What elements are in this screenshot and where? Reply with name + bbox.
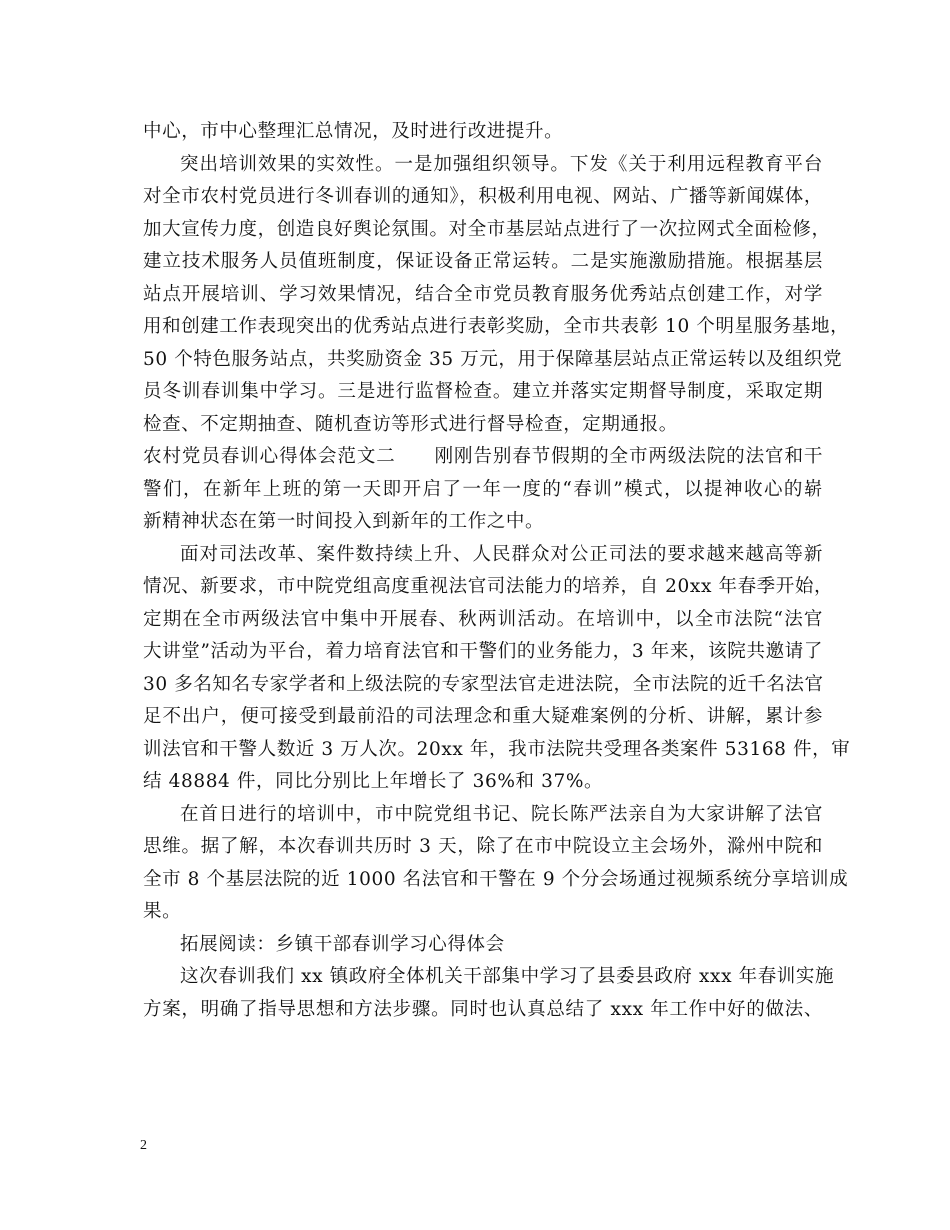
text-line: 员冬训春训集中学习。三是进行监督检查。建立并落实定期督导制度，采取定期: [143, 381, 823, 402]
text-line: 足不出户，便可接受到最前沿的司法理念和重大疑难案例的分析、讲解，累计参: [143, 706, 823, 727]
text-line: 全市 8 个基层法院的近 1000 名法官和干警在 9 个分会场通过视频系统分享培训成: [143, 868, 849, 890]
text-line: 新精神状态在第一时间投入到新年的工作之中。: [143, 511, 545, 532]
text-line: 训法官和干警人数近 3 万人次。20xx 年，我市法院共受理各类案件 53168 件，审: [143, 738, 851, 760]
text-line: 警们，在新年上班的第一天即开启了一年一度的“春训”模式，以提神收心的崭: [143, 478, 823, 500]
text-line: 站点开展培训、学习效果情况，结合全市党员教育服务优秀站点创建工作，对学: [143, 283, 823, 305]
text-line: 思维。据了解，本次春训共历时 3 天，除了在市中院设立主会场外，滁州中院和: [143, 836, 823, 857]
page-number: 2: [140, 1138, 147, 1153]
text-line: 建立技术服务人员值班制度，保证设备正常运转。二是实施激励措施。根据基层: [143, 251, 823, 272]
text-line: 面对司法改革、案件数持续上升、人民群众对公正司法的要求越来越高等新: [180, 543, 823, 565]
text-line: 用和创建工作表现突出的优秀站点进行表彰奖励，全市共表彰 10 个明星服务基地，: [143, 316, 850, 337]
text-line: 中心，市中心整理汇总情况，及时进行改进提升。: [143, 121, 564, 142]
text-line: 这次春训我们 xx 镇政府全体机关干部集中学习了县委县政府 xxx 年春训实施: [180, 966, 835, 987]
text-line: 对全市农村党员进行冬训春训的通知》，积极利用电视、网站、广播等新闻媒体，: [143, 186, 823, 207]
text-line: 30 多名知名专家学者和上级法院的专家型法官走进法院，全市法院的近千名法官: [143, 673, 824, 695]
text-line: 定期在全市两级法官中集中开展春、秋两训活动。在培训中，以全市法院“法官: [143, 608, 823, 630]
text-line: 在首日进行的培训中，市中院党组书记、院长陈严法亲自为大家讲解了法官: [180, 803, 823, 825]
text-line: 大讲堂”活动为平台，着力培育法官和干警们的业务能力，3 年来，该院共邀请了: [143, 641, 823, 662]
text-line: 检查、不定期抽查、随机查访等形式进行督导检查，定期通报。: [143, 413, 678, 435]
text-line: 加大宣传力度，创造良好舆论氛围。对全市基层站点进行了一次拉网式全面检修，: [143, 218, 831, 240]
document-body: [143, 116, 851, 1026]
text-line: 突出培训效果的实效性。一是加强组织领导。下发《关于利用远程教育平台: [180, 153, 823, 175]
text-line: 50 个特色服务站点，共奖励资金 35 万元，用于保障基层站点正常运转以及组织党: [143, 348, 843, 370]
text-line: 农村党员春训心得体会范文二 刚刚告别春节假期的全市两级法院的法官和干: [143, 446, 823, 467]
text-line: 方案，明确了指导思想和方法步骤。同时也认真总结了 xxx 年工作中好的做法、: [143, 998, 823, 1020]
text-line: 果。: [143, 901, 182, 922]
text-line: 结 48884 件，同比分别比上年增长了 36%和 37%。: [143, 771, 604, 792]
text-line: 情况、新要求，市中院党组高度重视法官司法能力的培养，自 20xx 年春季开始，: [143, 576, 834, 597]
text-line: 拓展阅读：乡镇干部春训学习心得体会: [180, 933, 505, 955]
